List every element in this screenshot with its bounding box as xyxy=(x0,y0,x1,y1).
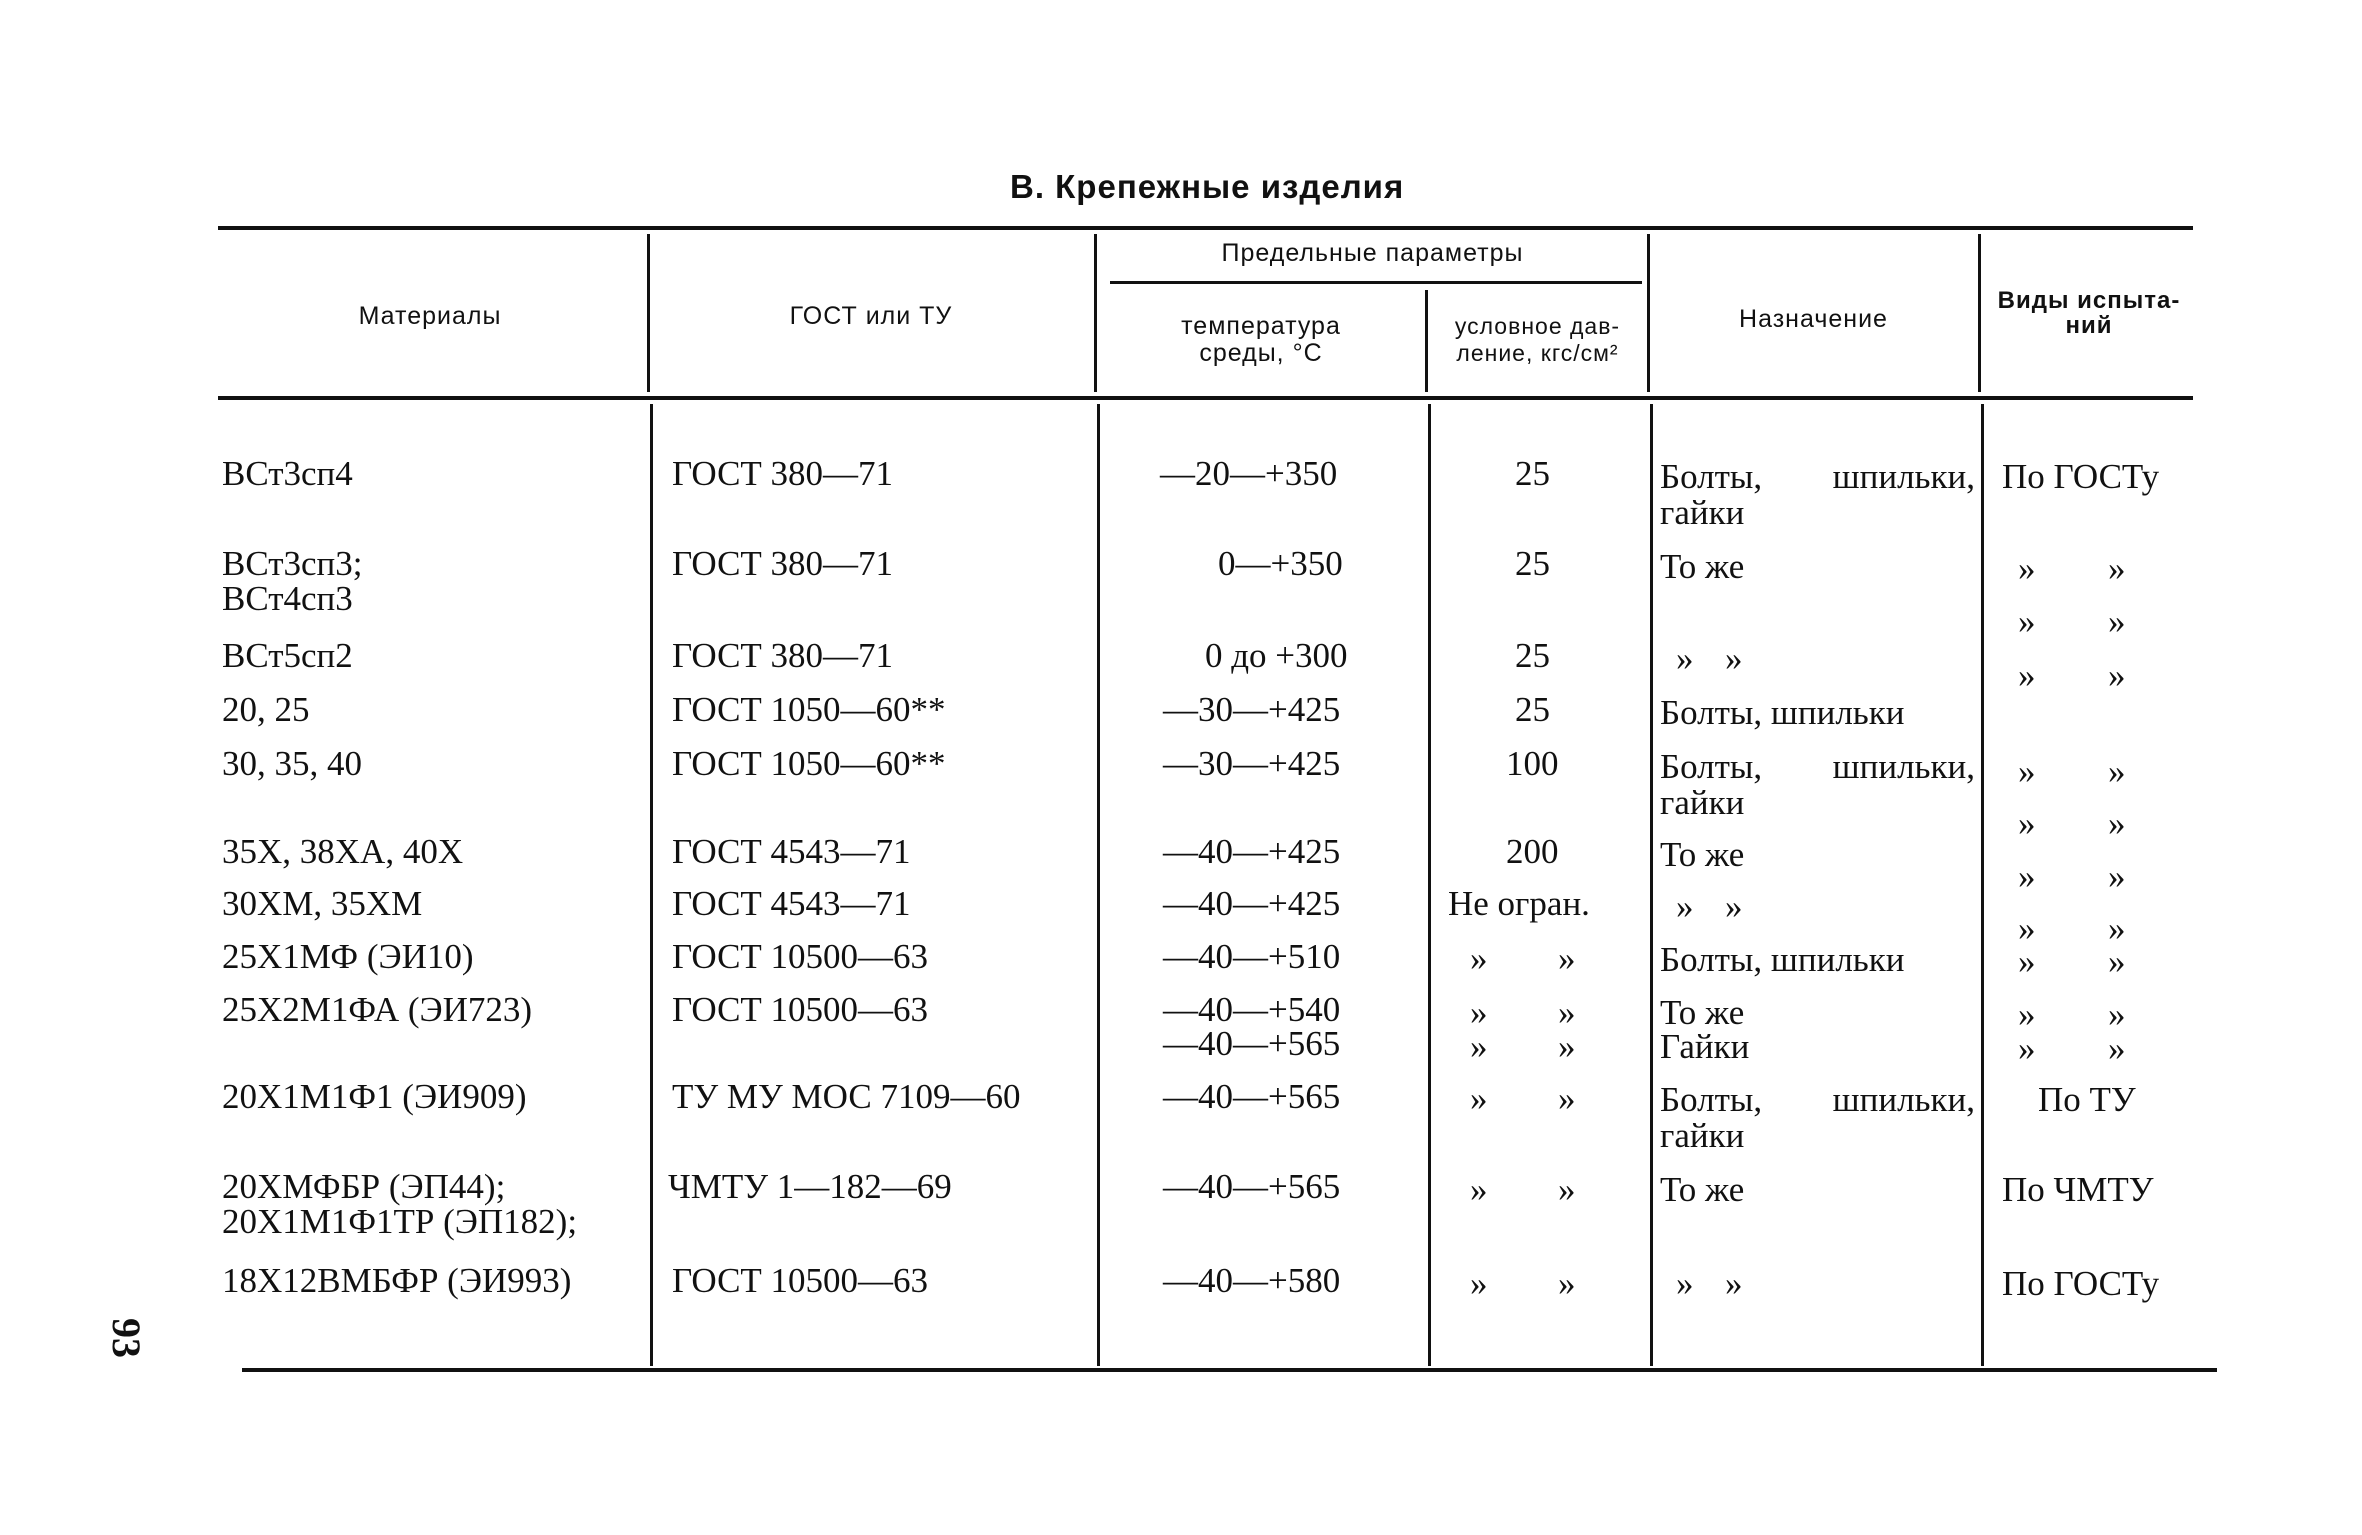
ditto-mark: » xyxy=(2018,804,2036,843)
gost-cell: ТУ МУ МОС 7109—60 xyxy=(672,1077,1021,1116)
purpose-cell: Болты, шпильки, xyxy=(1660,747,1975,786)
ditto-mark: » xyxy=(2108,995,2126,1034)
ditto-mark: » xyxy=(1725,887,1743,926)
ditto-mark: » xyxy=(2018,857,2036,896)
gost-cell: ГОСТ 4543—71 xyxy=(672,884,911,923)
temperature-cell: —40—+425 xyxy=(1163,884,1341,923)
header-tests: Виды испыта- ний xyxy=(1997,287,2181,339)
ditto-mark: » xyxy=(2108,752,2126,791)
ditto-mark: » xyxy=(2108,549,2126,588)
ditto-mark: » xyxy=(1558,1079,1576,1118)
pressure-cell: 25 xyxy=(1515,636,1550,675)
ditto-mark: » xyxy=(1558,993,1576,1032)
header-purpose: Назначение xyxy=(1739,305,1888,333)
material-cell: 20ХМФБР (ЭП44); xyxy=(222,1167,506,1206)
ditto-mark: » xyxy=(1470,1264,1488,1303)
gost-cell: ГОСТ 380—71 xyxy=(672,636,894,675)
col-divider xyxy=(647,234,650,392)
material-cell: 18Х12ВМБФР (ЭИ993) xyxy=(222,1261,572,1300)
col-divider xyxy=(650,404,653,1366)
ditto-mark: » xyxy=(2108,857,2126,896)
temperature-cell: —40—+580 xyxy=(1163,1261,1341,1300)
temperature-cell: 0 до +300 xyxy=(1205,636,1348,675)
temperature-cell: —40—+565 xyxy=(1163,1077,1341,1116)
col-divider xyxy=(1428,404,1431,1366)
col-divider xyxy=(1097,404,1100,1366)
material-cell: 20Х1М1Ф1 (ЭИ909) xyxy=(222,1077,527,1116)
material-cell-line2: ВСт4сп3 xyxy=(222,579,353,618)
header-limits: Предельные параметры xyxy=(1221,239,1524,267)
ditto-mark: » xyxy=(1725,1264,1743,1303)
pressure-cell: 25 xyxy=(1515,454,1550,493)
gost-cell: ГОСТ 10500—63 xyxy=(672,937,929,976)
table-top-rule xyxy=(218,226,2193,230)
purpose-cell: То же xyxy=(1660,835,1745,874)
temperature-cell: —40—+540 xyxy=(1163,990,1341,1029)
header-temperature: температура среды, °С xyxy=(1181,312,1341,367)
purpose-cell: То же xyxy=(1660,1170,1745,1209)
material-cell: 35Х, 38ХА, 40Х xyxy=(222,832,464,871)
temperature-cell: —30—+425 xyxy=(1163,744,1341,783)
header-pressure: условное дав- ление, кгс/см² xyxy=(1454,313,1621,366)
purpose-cell: Болты, шпильки xyxy=(1660,940,1905,979)
ditto-mark: » xyxy=(2018,942,2036,981)
temperature-cell: —20—+350 xyxy=(1160,454,1338,493)
header-gost: ГОСТ или ТУ xyxy=(789,302,953,330)
purpose-cell: Болты, шпильки, xyxy=(1660,457,1975,496)
col-divider xyxy=(1978,234,1981,392)
gost-cell: ГОСТ 1050—60** xyxy=(672,744,946,783)
ditto-mark: » xyxy=(2018,1029,2036,1068)
gost-cell: ГОСТ 10500—63 xyxy=(672,990,929,1029)
tests-cell: По ГОСТу xyxy=(2002,1264,2160,1303)
tests-cell: По ГОСТу xyxy=(2002,457,2160,496)
material-cell: ВСт5сп2 xyxy=(222,636,353,675)
ditto-mark: » xyxy=(2018,549,2036,588)
gost-cell: ГОСТ 380—71 xyxy=(672,454,894,493)
ditto-mark: » xyxy=(1558,1027,1576,1066)
purpose-cell: Болты, шпильки xyxy=(1660,693,1905,732)
temperature-cell: 0—+350 xyxy=(1218,544,1343,583)
purpose-cell: Болты, шпильки, xyxy=(1660,1080,1975,1119)
temperature-cell: —40—+565 xyxy=(1163,1167,1341,1206)
ditto-mark: » xyxy=(2018,752,2036,791)
ditto-mark: » xyxy=(2108,656,2126,695)
material-cell: 25Х1МФ (ЭИ10) xyxy=(222,937,474,976)
purpose-cell: То же xyxy=(1660,993,1745,1032)
gost-cell: ЧМТУ 1—182—69 xyxy=(668,1167,952,1206)
ditto-mark: » xyxy=(1558,1264,1576,1303)
ditto-mark: » xyxy=(1676,639,1694,678)
ditto-mark: » xyxy=(2018,909,2036,948)
pressure-cell: 100 xyxy=(1506,744,1559,783)
material-cell: 30, 35, 40 xyxy=(222,744,362,783)
material-cell: 30ХМ, 35ХМ xyxy=(222,884,423,923)
tests-cell: По ТУ xyxy=(2038,1080,2136,1119)
ditto-mark: » xyxy=(2108,602,2126,641)
ditto-mark: » xyxy=(2108,1029,2126,1068)
ditto-mark: » xyxy=(1470,993,1488,1032)
material-cell: 20, 25 xyxy=(222,690,310,729)
header-bottom-rule xyxy=(218,396,2193,400)
ditto-mark: » xyxy=(1470,1079,1488,1118)
material-cell: ВСт3сп3; xyxy=(222,544,363,583)
col-divider xyxy=(1650,404,1653,1366)
pressure-cell: 25 xyxy=(1515,690,1550,729)
col-divider xyxy=(1981,404,1984,1366)
header-materials: Материалы xyxy=(358,302,502,330)
temperature-cell: —40—+510 xyxy=(1163,937,1341,976)
ditto-mark: » xyxy=(1558,939,1576,978)
material-cell-line2: 20Х1М1Ф1ТР (ЭП182); xyxy=(222,1202,578,1241)
ditto-mark: » xyxy=(2018,995,2036,1034)
gost-cell: ГОСТ 1050—60** xyxy=(672,690,946,729)
purpose-cell-line2: Гайки xyxy=(1660,1027,1750,1066)
col-divider xyxy=(1094,234,1097,392)
ditto-mark: » xyxy=(1558,1170,1576,1209)
pressure-cell: 200 xyxy=(1506,832,1559,871)
ditto-mark: » xyxy=(2108,942,2126,981)
purpose-cell: То же xyxy=(1660,547,1745,586)
ditto-mark: » xyxy=(1470,1027,1488,1066)
section-title: В. Крепежные изделия xyxy=(1010,168,1405,205)
ditto-mark: » xyxy=(1470,939,1488,978)
material-cell: ВСт3сп4 xyxy=(222,454,353,493)
pressure-cell: 25 xyxy=(1515,544,1550,583)
col-divider xyxy=(1647,234,1650,392)
gost-cell: ГОСТ 10500—63 xyxy=(672,1261,929,1300)
ditto-mark: » xyxy=(2018,602,2036,641)
purpose-cell-line2: гайки xyxy=(1660,1116,1745,1155)
purpose-cell-line2: гайки xyxy=(1660,783,1745,822)
ditto-mark: » xyxy=(1725,639,1743,678)
tests-cell: По ЧМТУ xyxy=(2002,1170,2154,1209)
temperature-cell: —40—+425 xyxy=(1163,832,1341,871)
temperature-cell: —30—+425 xyxy=(1163,690,1341,729)
pressure-cell: Не огран. xyxy=(1448,884,1590,923)
ditto-mark: » xyxy=(1470,1170,1488,1209)
table-bottom-rule xyxy=(242,1368,2217,1372)
ditto-mark: » xyxy=(2018,656,2036,695)
col-divider xyxy=(1425,290,1428,392)
gost-cell: ГОСТ 380—71 xyxy=(672,544,894,583)
temperature-cell-line2: —40—+565 xyxy=(1163,1024,1341,1063)
ditto-mark: » xyxy=(2108,804,2126,843)
gost-cell: ГОСТ 4543—71 xyxy=(672,832,911,871)
ditto-mark: » xyxy=(1676,887,1694,926)
material-cell: 25Х2М1ФА (ЭИ723) xyxy=(222,990,533,1029)
purpose-cell-line2: гайки xyxy=(1660,493,1745,532)
ditto-mark: » xyxy=(1676,1264,1694,1303)
limits-underline xyxy=(1110,281,1642,284)
page-number: 93 xyxy=(104,1318,149,1358)
ditto-mark: » xyxy=(2108,909,2126,948)
